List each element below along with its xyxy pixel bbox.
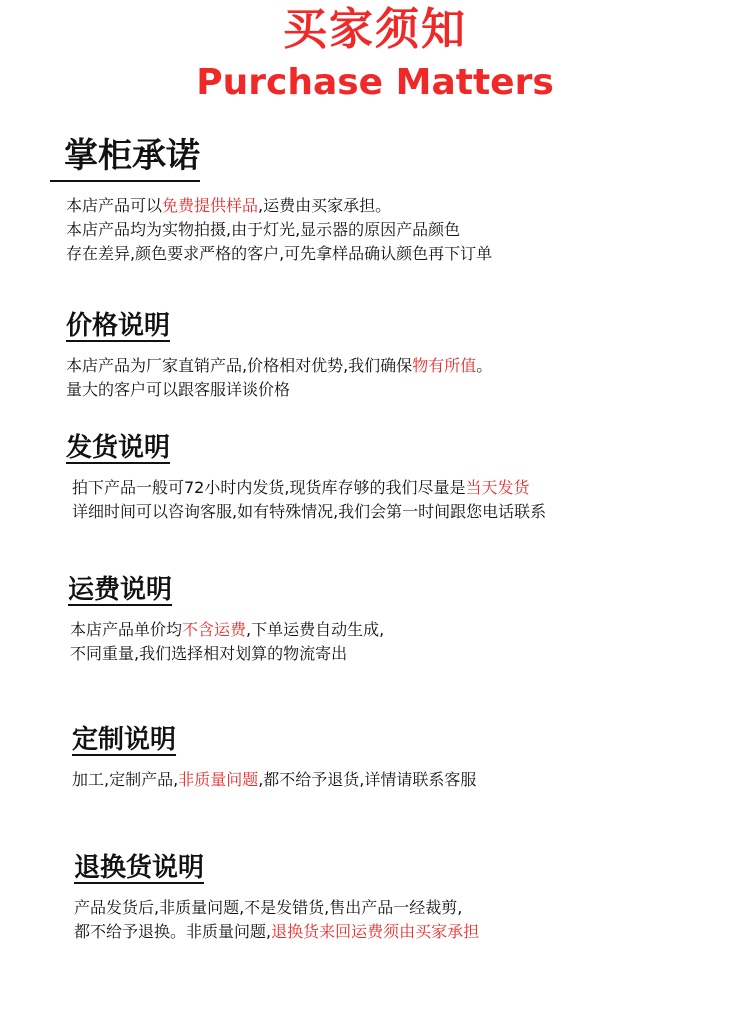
- highlight-text: 物有所值: [412, 356, 477, 375]
- section-heading: 运费说明: [68, 575, 173, 605]
- body-text: 产品发货后,非质量问题,不是发错货,售出产品一经裁剪,: [74, 898, 463, 917]
- body-text: 加工,定制产品,: [72, 770, 179, 789]
- section-body: [70, 618, 384, 666]
- body-text: 量大的客户可以跟客服详谈价格: [66, 380, 291, 399]
- section-body: [74, 896, 479, 944]
- section-body: [72, 476, 546, 524]
- body-line: [66, 194, 492, 218]
- page-title: 买家须知: [283, 4, 467, 55]
- section-shipping: [66, 430, 546, 524]
- page-subtitle: Purchase Matters: [196, 62, 554, 103]
- body-line: [74, 896, 479, 920]
- section-body: [66, 194, 492, 266]
- section-custom: [72, 722, 476, 792]
- section-freight: [68, 572, 384, 666]
- section-body: [66, 354, 492, 402]
- section-owner-promise: [50, 134, 492, 266]
- section-returns: [74, 850, 479, 944]
- section-heading: 掌柜承诺: [50, 134, 200, 182]
- section-heading: 定制说明: [72, 725, 177, 755]
- body-text: 都不给予退换。非质量问题,: [74, 922, 272, 941]
- body-text: 详细时间可以咨询客服,如有特殊情况,我们会第一时间跟您电话联系: [72, 502, 547, 521]
- body-line: [66, 218, 492, 242]
- section-heading: 退换货说明: [74, 853, 205, 883]
- body-text: 本店产品均为实物拍摄,由于灯光,显示器的原因产品颜色: [66, 220, 461, 239]
- section-heading: 发货说明: [66, 433, 171, 463]
- body-line: [66, 378, 492, 402]
- body-line: [70, 618, 384, 642]
- body-line: [72, 476, 546, 500]
- body-line: [74, 920, 479, 944]
- section-heading: 价格说明: [66, 311, 171, 341]
- section-price: [66, 308, 492, 402]
- body-line: [70, 642, 384, 666]
- body-line: [72, 768, 476, 792]
- body-text: 本店产品为厂家直销产品,价格相对优势,我们确保: [66, 356, 413, 375]
- body-text: 本店产品单价均: [70, 620, 183, 639]
- highlight-text: 非质量问题: [178, 770, 259, 789]
- body-text: ,运费由买家承担。: [258, 196, 392, 215]
- body-text: 。: [476, 356, 493, 375]
- highlight-text: 退换货来回运费须由买家承担: [271, 922, 480, 941]
- section-body: [72, 768, 476, 792]
- body-text: 本店产品可以: [66, 196, 163, 215]
- body-line: [66, 354, 492, 378]
- highlight-text: 不含运费: [182, 620, 247, 639]
- body-text: 拍下产品一般可72小时内发货,现货库存够的我们尽量是: [72, 478, 466, 497]
- highlight-text: 免费提供样品: [162, 196, 259, 215]
- body-text: ,下单运费自动生成,: [246, 620, 385, 639]
- body-line: [72, 500, 546, 524]
- body-text: 存在差异,颜色要求严格的客户,可先拿样品确认颜色再下订单: [66, 244, 493, 263]
- body-text: ,都不给予退货,详情请联系客服: [258, 770, 477, 789]
- body-line: [66, 242, 492, 266]
- body-text: 不同重量,我们选择相对划算的物流寄出: [70, 644, 348, 663]
- highlight-text: 当天发货: [465, 478, 530, 497]
